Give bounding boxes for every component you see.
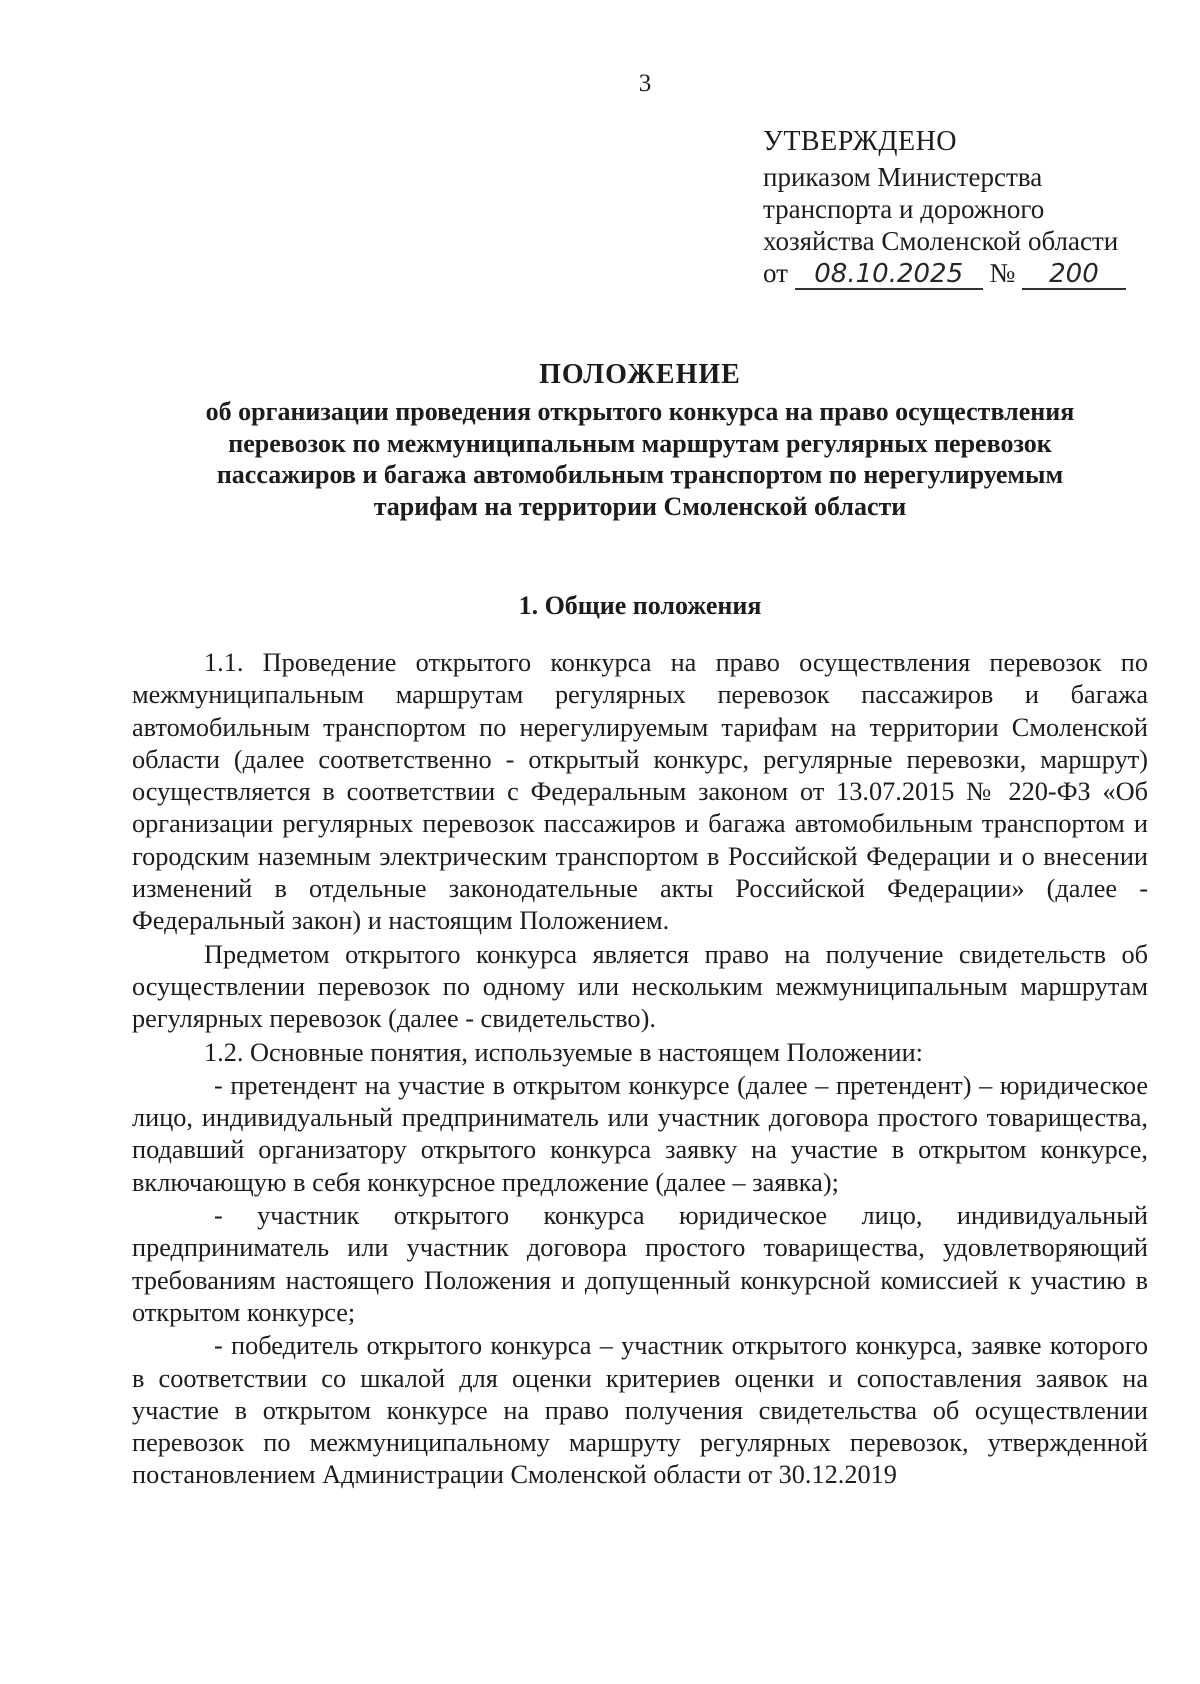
date-prefix: от <box>763 258 788 288</box>
approval-line: транспорта и дорожного <box>763 194 1045 224</box>
handwritten-number: 200 <box>1022 260 1126 290</box>
definition-item: - победитель открытого конкурса – участник открытого конкурса, заявке которого в соответствии со шкалой для оценки критериев оценки и сопоставления заявок на участие в открытом конкурсе на право получения свидетельства об осуществлении перевозок по межмуниципальному маршруту регулярных перевозок, утвержденной постановлением Администрации Смоленской области от 30.12.2019 <box>132 1331 1148 1490</box>
definition-item: - участник открытого конкурса юридическое лицо, индивидуальный предприниматель или участник договора простого товарищества, удовлетворяющий требованиям настоящего Положения и допущенный конкурсной комиссией к участию в открытом конкурсе; <box>132 1201 1148 1327</box>
page-number: 3 <box>638 70 652 97</box>
approval-line: хозяйства Смоленской области <box>763 226 1119 256</box>
paragraph: Предметом открытого конкурса является право на получение свидетельств об осуществлении перевозок по одному или нескольким межмуниципальным маршрутам регулярных перевозок (далее - свидетельство). <box>132 939 1148 1034</box>
number-sign: № <box>989 258 1016 288</box>
paragraph: 1.2. Основные понятия, используемые в настоящем Положении: <box>204 1037 923 1067</box>
definition-item: - претендент на участие в открытом конкурсе (далее – претендент) – юридическое лицо, индивидуальный предприниматель или участник договора простого товарищества, подавший организатору открытого конкурса заявку на участие в открытом конкурсе, включающую в себя конкурсное предложение (далее – заявка); <box>132 1070 1148 1197</box>
approval-date-line <box>763 257 1163 290</box>
section-heading: 1. Общие положения <box>518 591 762 620</box>
document-body <box>132 647 1148 1492</box>
paragraph: 1.1. Проведение открытого конкурса на право осуществления перевозок по межмуниципальным маршрутам регулярных перевозок пассажиров и багажа автомобильным транспортом по нерегулируемым тарифам на территории Смоленской области (далее соответственно - открытый конкурс, регулярные перевозки, маршрут) осуществляется в соответствии с Федеральным законом от 13.07.2015 № 220-ФЗ «Об организации регулярных перевозок пассажиров и багажа автомобильным транспортом и городским наземным электрическим транспортом в Российской Федерации и о внесении изменений в отдельные законодательные акты Российской Федерации» (далее - Федеральный закон) и настоящим Положением. <box>132 648 1148 936</box>
approval-line: приказом Министерства <box>763 162 1043 192</box>
document-subtitle: об организации проведения открытого конкурса на право осуществления перевозок по межмуниципальным маршрутам регулярных перевозок пассажиров и багажа автомобильным транспортом по нерегулируемым тарифам на территории Смоленской области <box>205 397 1075 521</box>
approval-heading: УТВЕРЖДЕНО <box>763 126 958 157</box>
approval-stamp-block <box>763 126 1163 290</box>
handwritten-date: 08.10.2025 <box>795 260 983 290</box>
document-title: ПОЛОЖЕНИЕ <box>539 359 741 390</box>
document-title-block <box>200 358 1080 522</box>
